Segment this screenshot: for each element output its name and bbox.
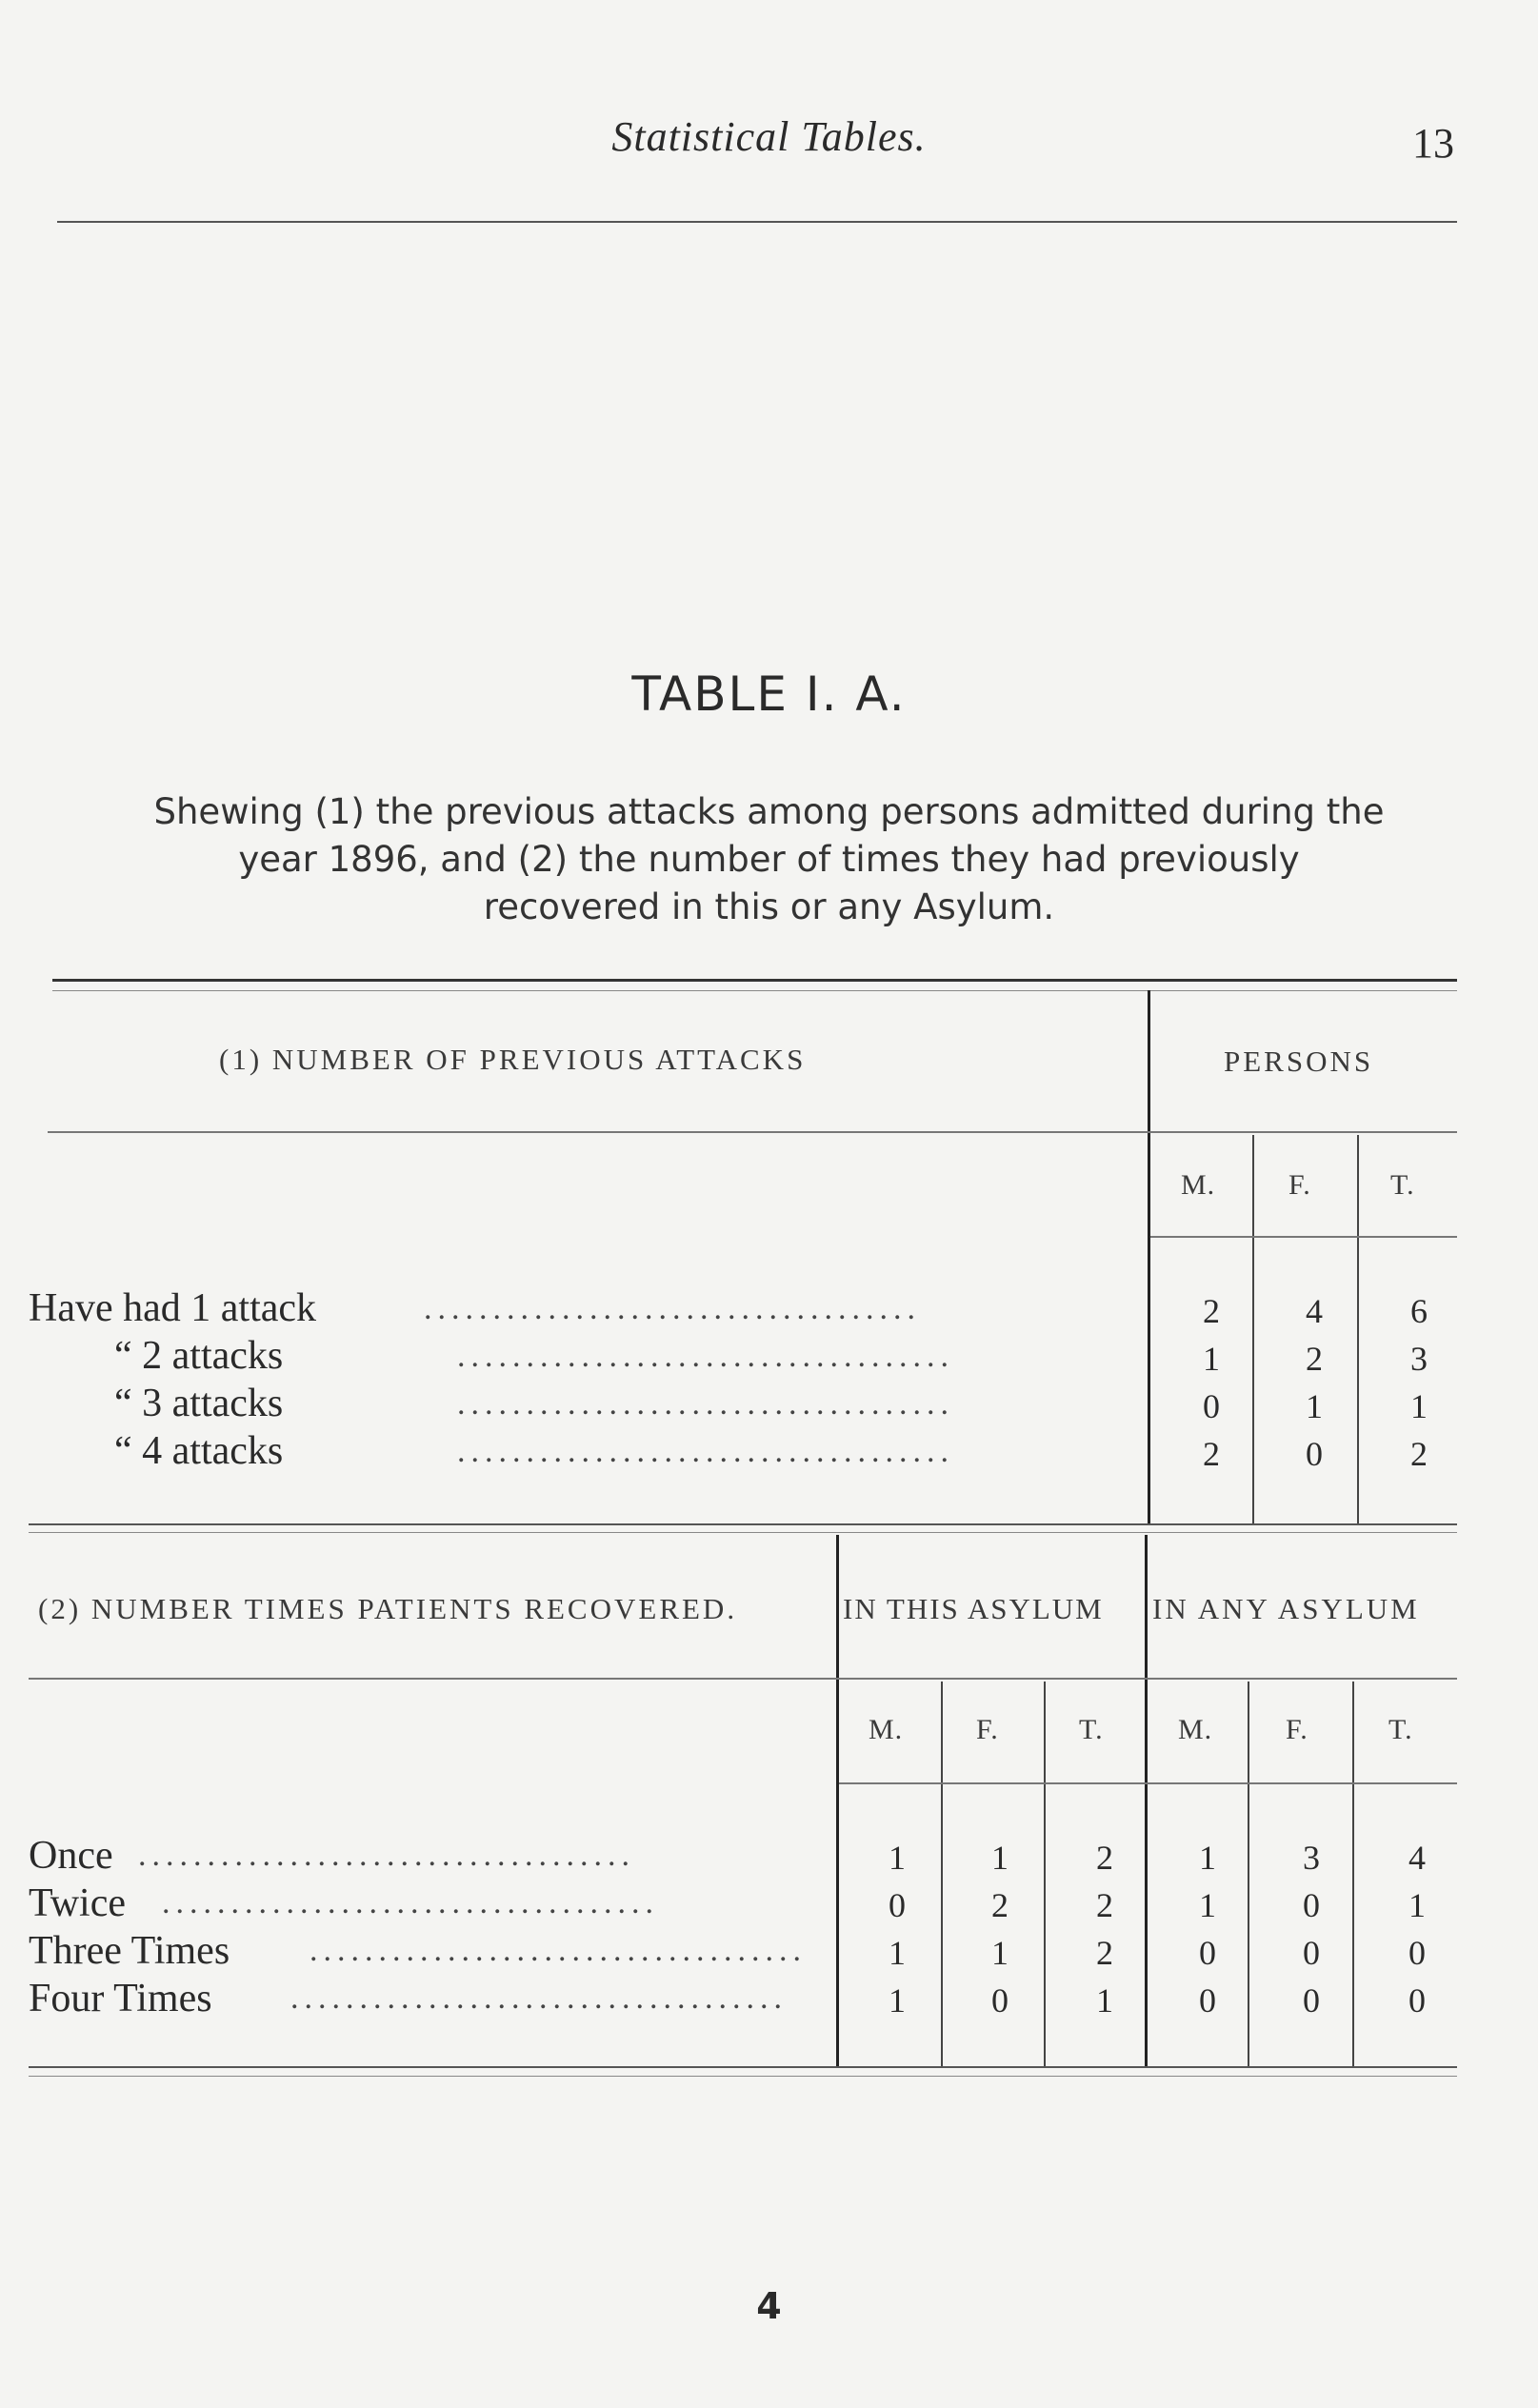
cell-t: 6 (1410, 1292, 1428, 1330)
leader-dots: .................................... (457, 1339, 954, 1374)
cell: 0 (1303, 1934, 1320, 1972)
cell: 1 (991, 1839, 1009, 1877)
table-title: TABLE I. A. (631, 667, 907, 722)
running-title: Statistical Tables. (611, 113, 927, 160)
section2-divider (1145, 1535, 1148, 2066)
col-label-f: F. (1288, 1169, 1311, 1201)
section1-col-divider (1357, 1135, 1359, 1523)
leader-dots: .................................... (138, 1838, 635, 1873)
recovery-row-label: Four Times (29, 1977, 212, 2020)
section1-heading: (1) NUMBER OF PREVIOUS ATTACKS (219, 1043, 807, 1076)
section1-subheader-rule (1150, 1236, 1457, 1238)
cell: 1 (889, 1839, 906, 1877)
cell: 4 (1408, 1839, 1426, 1877)
section-separator-rule-thin (29, 1532, 1457, 1533)
cell-t: 1 (1410, 1387, 1428, 1425)
cell-f: 1 (1306, 1387, 1323, 1425)
cell-m: 1 (1203, 1340, 1220, 1378)
description-line: year 1896, and (2) the number of times they had previously (238, 839, 1300, 880)
recovery-row-label: Twice (29, 1881, 127, 1925)
cell: 0 (889, 1886, 906, 1924)
section2-col-divider (1248, 1682, 1249, 2066)
leader-dots: .................................... (457, 1434, 954, 1469)
signature-number: 4 (756, 2285, 782, 2327)
attack-row-label: “ 4 attacks (114, 1429, 284, 1473)
attack-row-label: “ 2 attacks (114, 1334, 284, 1378)
col-label-m: M. (1178, 1714, 1213, 1745)
section2-heading: (2) NUMBER TIMES PATIENTS RECOVERED. (38, 1592, 738, 1625)
col-label-t: T. (1388, 1714, 1413, 1745)
cell: 1 (991, 1934, 1009, 1972)
section2-col-divider (1044, 1682, 1046, 2066)
col-label-f: F. (976, 1714, 999, 1745)
cell: 0 (1199, 1981, 1216, 2020)
col-label-t: T. (1079, 1714, 1104, 1745)
cell: 0 (1408, 1934, 1426, 1972)
cell-f: 2 (1306, 1340, 1323, 1378)
attack-row-label: Have had 1 attack (29, 1286, 317, 1330)
cell-t: 2 (1410, 1435, 1428, 1473)
leader-dots: .................................... (457, 1386, 954, 1422)
cell: 1 (1199, 1839, 1216, 1877)
section2-subheader-rule (839, 1782, 1457, 1784)
cell: 0 (1408, 1981, 1426, 2020)
cell: 2 (1096, 1886, 1113, 1924)
recovery-row-label: Three Times (29, 1929, 230, 1973)
section1-divider (1148, 990, 1150, 1523)
cell-m: 2 (1203, 1435, 1220, 1473)
any-asylum-label: IN ANY ASYLUM (1152, 1592, 1420, 1625)
section2-col-divider (1352, 1682, 1354, 2066)
attack-row-label: “ 3 attacks (114, 1382, 284, 1425)
leader-dots: .................................... (290, 1980, 788, 2016)
cell-f: 0 (1306, 1435, 1323, 1473)
table-top-rule-thin (52, 990, 1457, 991)
cell: 1 (889, 1981, 906, 2020)
cell: 0 (1303, 1981, 1320, 2020)
cell: 1 (1096, 1981, 1113, 2020)
col-label-t: T. (1390, 1169, 1415, 1201)
section2-col-divider (941, 1682, 943, 2066)
cell: 2 (991, 1886, 1009, 1924)
cell: 0 (1199, 1934, 1216, 1972)
leader-dots: .................................... (162, 1885, 659, 1920)
col-label-m: M. (1181, 1169, 1216, 1201)
section2-header-rule (29, 1678, 1457, 1680)
section1-header-rule (48, 1131, 1457, 1133)
cell: 0 (1303, 1886, 1320, 1924)
cell: 3 (1303, 1839, 1320, 1877)
col-label-f: F. (1286, 1714, 1308, 1745)
section-separator-rule (29, 1523, 1457, 1525)
recovery-row-label: Once (29, 1834, 113, 1878)
cell-m: 0 (1203, 1387, 1220, 1425)
cell: 1 (1408, 1886, 1426, 1924)
cell: 0 (991, 1981, 1009, 2020)
table-bottom-rule-thin (29, 2076, 1457, 2077)
description-line: Shewing (1) the previous attacks among persons admitted during the (153, 791, 1385, 832)
this-asylum-label: IN THIS ASYLUM (843, 1592, 1104, 1625)
table-description (0, 788, 1538, 931)
section1-col-divider (1252, 1135, 1254, 1523)
header-rule (57, 221, 1457, 223)
table-bottom-rule (29, 2066, 1457, 2068)
leader-dots: .................................... (424, 1291, 921, 1326)
cell: 2 (1096, 1839, 1113, 1877)
col-label-m: M. (869, 1714, 904, 1745)
page-number: 13 (1412, 120, 1454, 167)
cell-f: 4 (1306, 1292, 1323, 1330)
description-line: recovered in this or any Asylum. (483, 886, 1055, 927)
table-top-rule (52, 979, 1457, 982)
section2-divider (836, 1535, 839, 2066)
leader-dots: .................................... (310, 1933, 807, 1968)
cell: 1 (889, 1934, 906, 1972)
cell-m: 2 (1203, 1292, 1220, 1330)
cell: 2 (1096, 1934, 1113, 1972)
cell-t: 3 (1410, 1340, 1428, 1378)
persons-label: PERSONS (1224, 1045, 1374, 1078)
cell: 1 (1199, 1886, 1216, 1924)
